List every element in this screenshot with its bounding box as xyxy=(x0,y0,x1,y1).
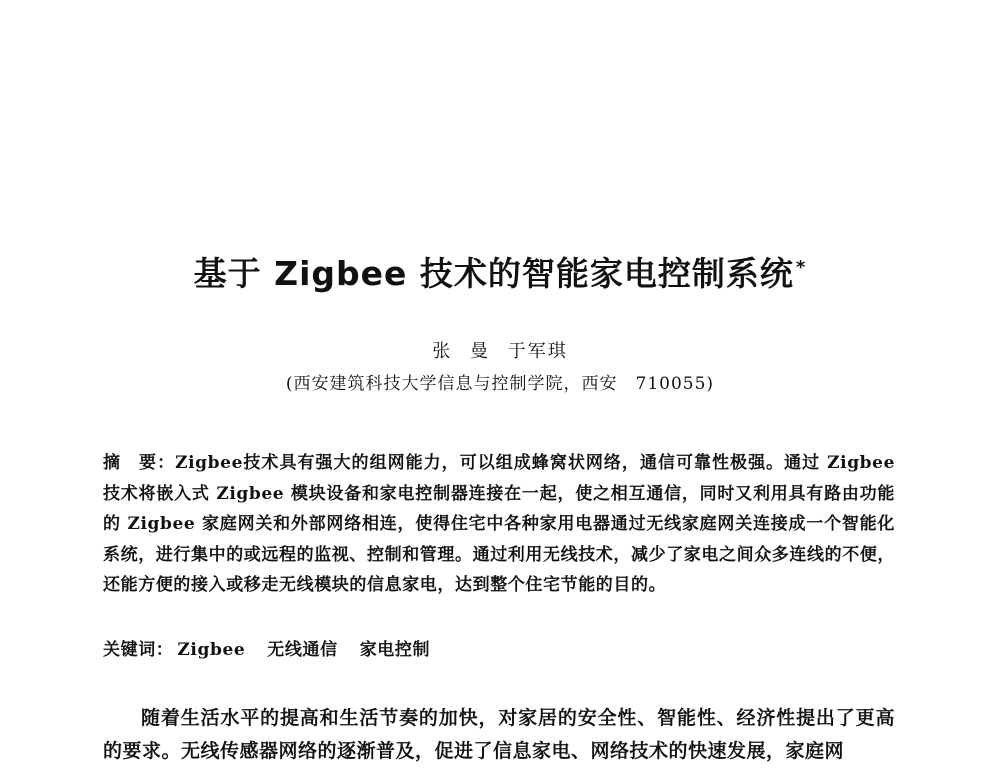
intro-paragraph: 随着生活水平的提高和生活节奏的加快，对家居的安全性、智能性、经济性提出了更高的要求。无线传感器网络的逐渐普及，促进了信息家电、网络技术的快速发展，家庭网 xyxy=(103,707,895,762)
title-footnote-marker: * xyxy=(795,257,807,278)
abstract-text: Zigbee技术具有强大的组网能力，可以组成蜂窝状网络，通信可靠性极强。通过 Zigbee 技术将嵌入式 Zigbee 模块设备和家电控制器连接在一起，使之相互通信，同时又利用具有路由功能的 Zigbee 家庭网关和外部网络相连，使得住宅中各种家用电器通过无线家庭网关连接成一个智能化系统，进行集中的或远程的监视、控制和管理。通过利用无线技术，减少了家电之间众多连线的不便，还能方便的接入或移走无线模块的信息家电，达到整个住宅节能的目的。 xyxy=(103,453,895,595)
paper-title-text: 基于 Zigbee 技术的智能家电控制系统 xyxy=(193,254,794,293)
paper-title xyxy=(0,246,1000,296)
keyword: 家电控制 xyxy=(359,640,431,660)
paper-abstract xyxy=(103,448,895,601)
paper-keywords xyxy=(103,636,895,664)
keyword: 无线通信 xyxy=(267,640,338,660)
paper-authors: 张 曼 于军琪 xyxy=(432,341,568,362)
keyword: Zigbee xyxy=(177,640,246,660)
abstract-label: 摘 要： xyxy=(103,453,176,473)
paper-affiliation: (西安建筑科技大学信息与控制学院，西安 710055) xyxy=(285,374,715,394)
keywords-label: 关键词： xyxy=(103,640,174,660)
